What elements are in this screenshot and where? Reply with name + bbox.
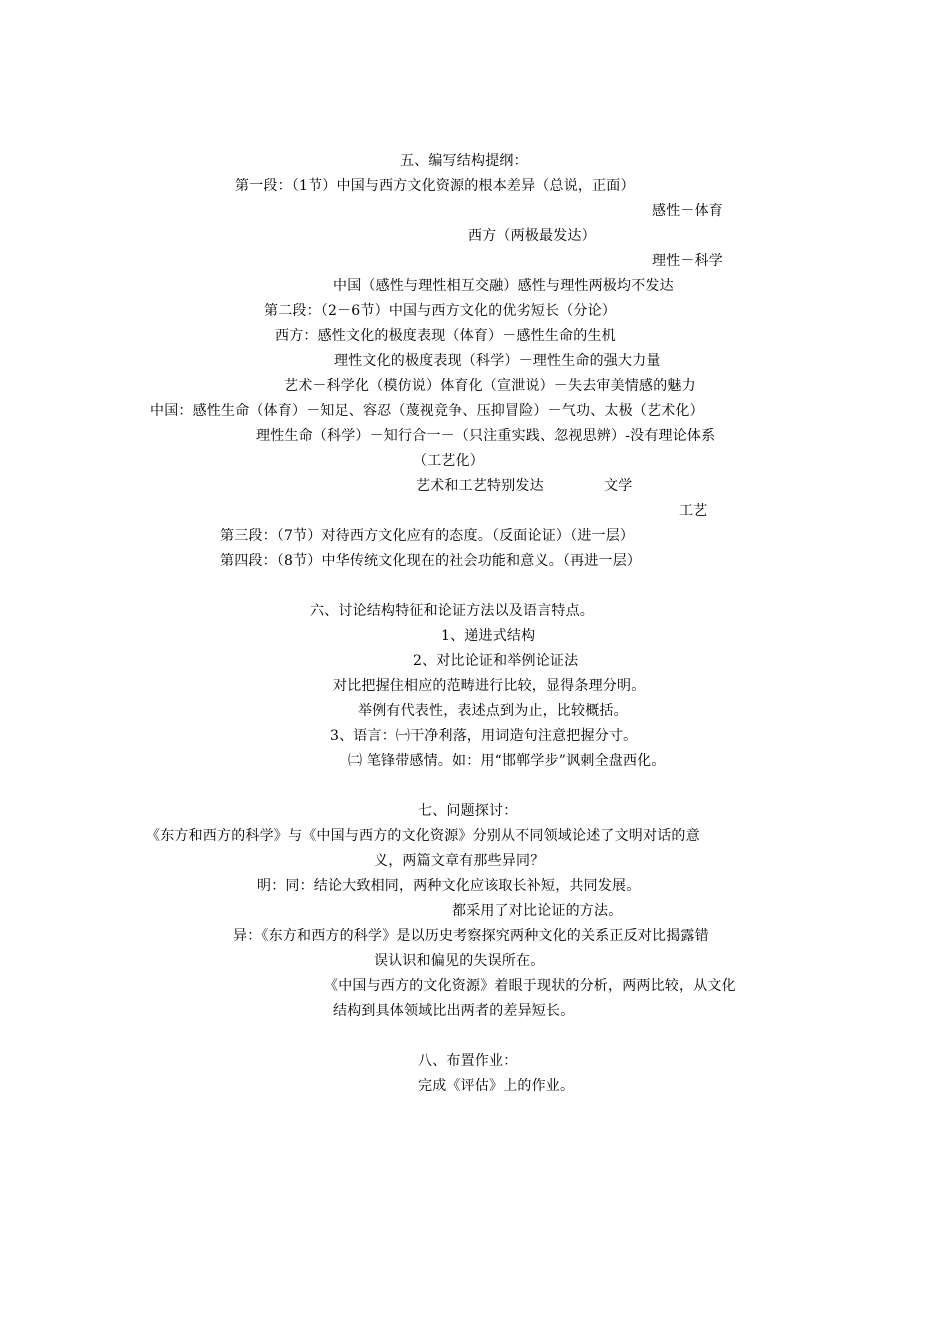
west-two-poles: 西方（两极最发达） [468,228,596,244]
art-craft: 工艺 [679,503,708,519]
section5-paragraph3: 第三段：（7节）对待西方文化应有的态度。（反面论证）（进一层） [220,528,635,544]
china-line2: 理性生命（科学）－知行合一－（只注重实践、忽视思辨）-没有理论体系 [256,428,716,444]
china-line2-cont: （工艺化） [413,453,484,469]
china-line1: 中国：感性生命（体育）－知足、容忍（蔑视竞争、压抑冒险）－气功、太极（艺术化） [150,403,704,419]
west-rational-science: 理性－科学 [652,253,723,269]
west-line3: 艺术－科学化（模仿说）体育化（宣泄说）－失去审美情感的魅力 [284,378,696,394]
west-line2: 理性文化的极度表现（科学）－理性生命的强大力量 [334,353,661,369]
section6-item3: 3、语言：㈠干净利落，用词造句注意把握分寸。 [330,728,638,744]
answer-diff2-cont: 结构到具体领域比出两者的差异短长。 [333,1003,575,1019]
section6-heading: 六、讨论结构特征和论证方法以及语言特点。 [310,603,594,619]
section5-paragraph1: 第一段：（1节）中国与西方文化资源的根本差异（总说，正面） [235,178,635,194]
section6-item2a: 对比把握住相应的范畴进行比较，显得条理分明。 [333,678,646,694]
west-emotional-sports: 感性－体育 [652,203,723,219]
section8-heading: 八、布置作业： [418,1053,518,1069]
art-literature: 文学 [604,478,633,494]
section7-heading: 七、问题探讨： [418,803,518,819]
question-line2: 义，两篇文章有那些异同？ [374,853,545,869]
section6-item3b: ㈡ 笔锋带感情。如：用“邯郸学步”讽刺全盘西化。 [348,753,666,769]
answer-diff1-cont: 误认识和偏见的失误所在。 [374,953,545,969]
answer-diff1: 异：《东方和西方的科学》是以历史考察探究两种文化的关系正反对比揭露错 [233,928,709,944]
section6-item2b: 举例有代表性，表述点到为止，比较概括。 [358,703,628,719]
section5-paragraph2: 第二段：（2－6节）中国与西方文化的优劣短长（分论） [264,303,617,319]
section5-heading: 五、编写结构提纲： [400,153,528,169]
answer-diff2: 《中国与西方的文化资源》着眼于现状的分析，两两比较，从文化 [324,978,736,994]
answer-same2: 都采用了对比论证的方法。 [452,903,623,919]
china-fusion: 中国（感性与理性相互交融）感性与理性两极均不发达 [333,278,674,294]
answer-same1: 明：同：结论大致相同，两种文化应该取长补短，共同发展。 [257,878,641,894]
section5-paragraph4: 第四段：（8节）中华传统文化现在的社会功能和意义。（再进一层） [220,553,642,569]
art-craft-developed: 艺术和工艺特别发达 [416,478,544,494]
section8-task: 完成《评估》上的作业。 [418,1078,575,1094]
question-line1: 《东方和西方的科学》与《中国与西方的文化资源》分别从不同领域论述了文明对话的意 [146,828,700,844]
section6-item1: 1、递进式结构 [441,628,536,644]
section6-item2: 2、对比论证和举例论证法 [413,653,579,669]
west-line1: 西方：感性文化的极度表现（体育）－感性生命的生机 [275,328,616,344]
